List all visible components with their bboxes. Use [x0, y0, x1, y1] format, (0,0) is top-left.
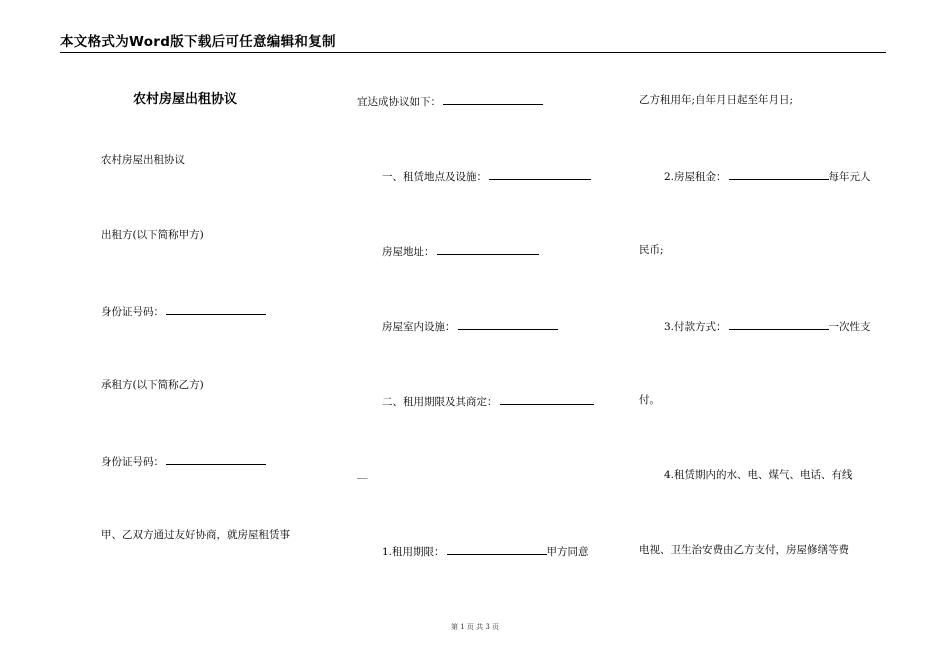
- col1-line-3: [101, 303, 266, 319]
- col2-line-1: [357, 93, 543, 109]
- page-number: 第 1 页 共 3 页: [450, 623, 500, 631]
- col2-line-5-text: 二、租用期限及其商定：: [382, 396, 498, 408]
- col1-line-1: 农村房屋出租协议: [101, 154, 185, 166]
- lease-term-label: 1.租用期限：: [382, 546, 445, 558]
- col1-line-2: 出租方(以下简称甲方): [101, 229, 204, 241]
- id-number-blank-1: [166, 303, 266, 315]
- house-address-blank: [437, 243, 539, 255]
- rent-label: 2.房屋租金：: [664, 171, 727, 183]
- document-header: [60, 34, 886, 53]
- house-address-label: 房屋地址：: [382, 246, 435, 258]
- lease-term-blank: [447, 543, 547, 555]
- col2-line-2: [382, 168, 591, 184]
- col3-line-1: 乙方租用年;自年月日起至年月日;: [639, 94, 794, 106]
- col2-line-3: [382, 243, 539, 259]
- payment-method-suffix: 一次性支: [828, 321, 871, 333]
- col2-line-5: [382, 393, 594, 409]
- col2-line-2-text: 一、租赁地点及设施：: [382, 171, 487, 183]
- col1-line-4: 承租方(以下简称乙方): [101, 379, 204, 391]
- col2-blank-5: [500, 393, 594, 405]
- col2-line-1-text: 宜达成协议如下：: [357, 96, 441, 108]
- rent-suffix: 每年元人: [828, 171, 871, 183]
- payment-method-label: 3.付款方式：: [664, 321, 727, 333]
- col3-line-2: [664, 168, 871, 184]
- rent-blank: [729, 168, 829, 180]
- col3-line-7: 电视、卫生治安费由乙方支付，房屋修缮等费: [639, 544, 849, 556]
- id-number-label-2: 身份证号码：: [101, 456, 164, 468]
- id-number-blank-2: [166, 453, 266, 465]
- col2-line-6: __: [357, 467, 368, 479]
- col1-line-5: [101, 453, 266, 469]
- col3-line-5: 付。: [639, 394, 660, 406]
- col3-line-4: [664, 318, 871, 334]
- col3-line-6: 4.租赁期内的水、电、煤气、电话、有线: [664, 469, 853, 481]
- document-title: 农村房屋出租协议: [133, 92, 238, 107]
- col3-line-3: 民币;: [639, 244, 664, 256]
- header-title: 本文格式为Word版下载后可任意编辑和复制: [60, 34, 336, 50]
- col2-line-4: [382, 318, 558, 334]
- id-number-label-1: 身份证号码：: [101, 306, 164, 318]
- payment-method-blank: [729, 318, 829, 330]
- indoor-facilities-blank: [458, 318, 558, 330]
- col2-blank-1: [443, 93, 543, 105]
- lease-term-suffix: 甲方同意: [546, 546, 589, 558]
- col2-line-7: [382, 543, 589, 559]
- col1-line-6: 甲、乙双方通过友好协商，就房屋租赁事: [101, 529, 290, 541]
- indoor-facilities-label: 房屋室内设施：: [382, 321, 456, 333]
- col2-blank-2: [489, 168, 591, 180]
